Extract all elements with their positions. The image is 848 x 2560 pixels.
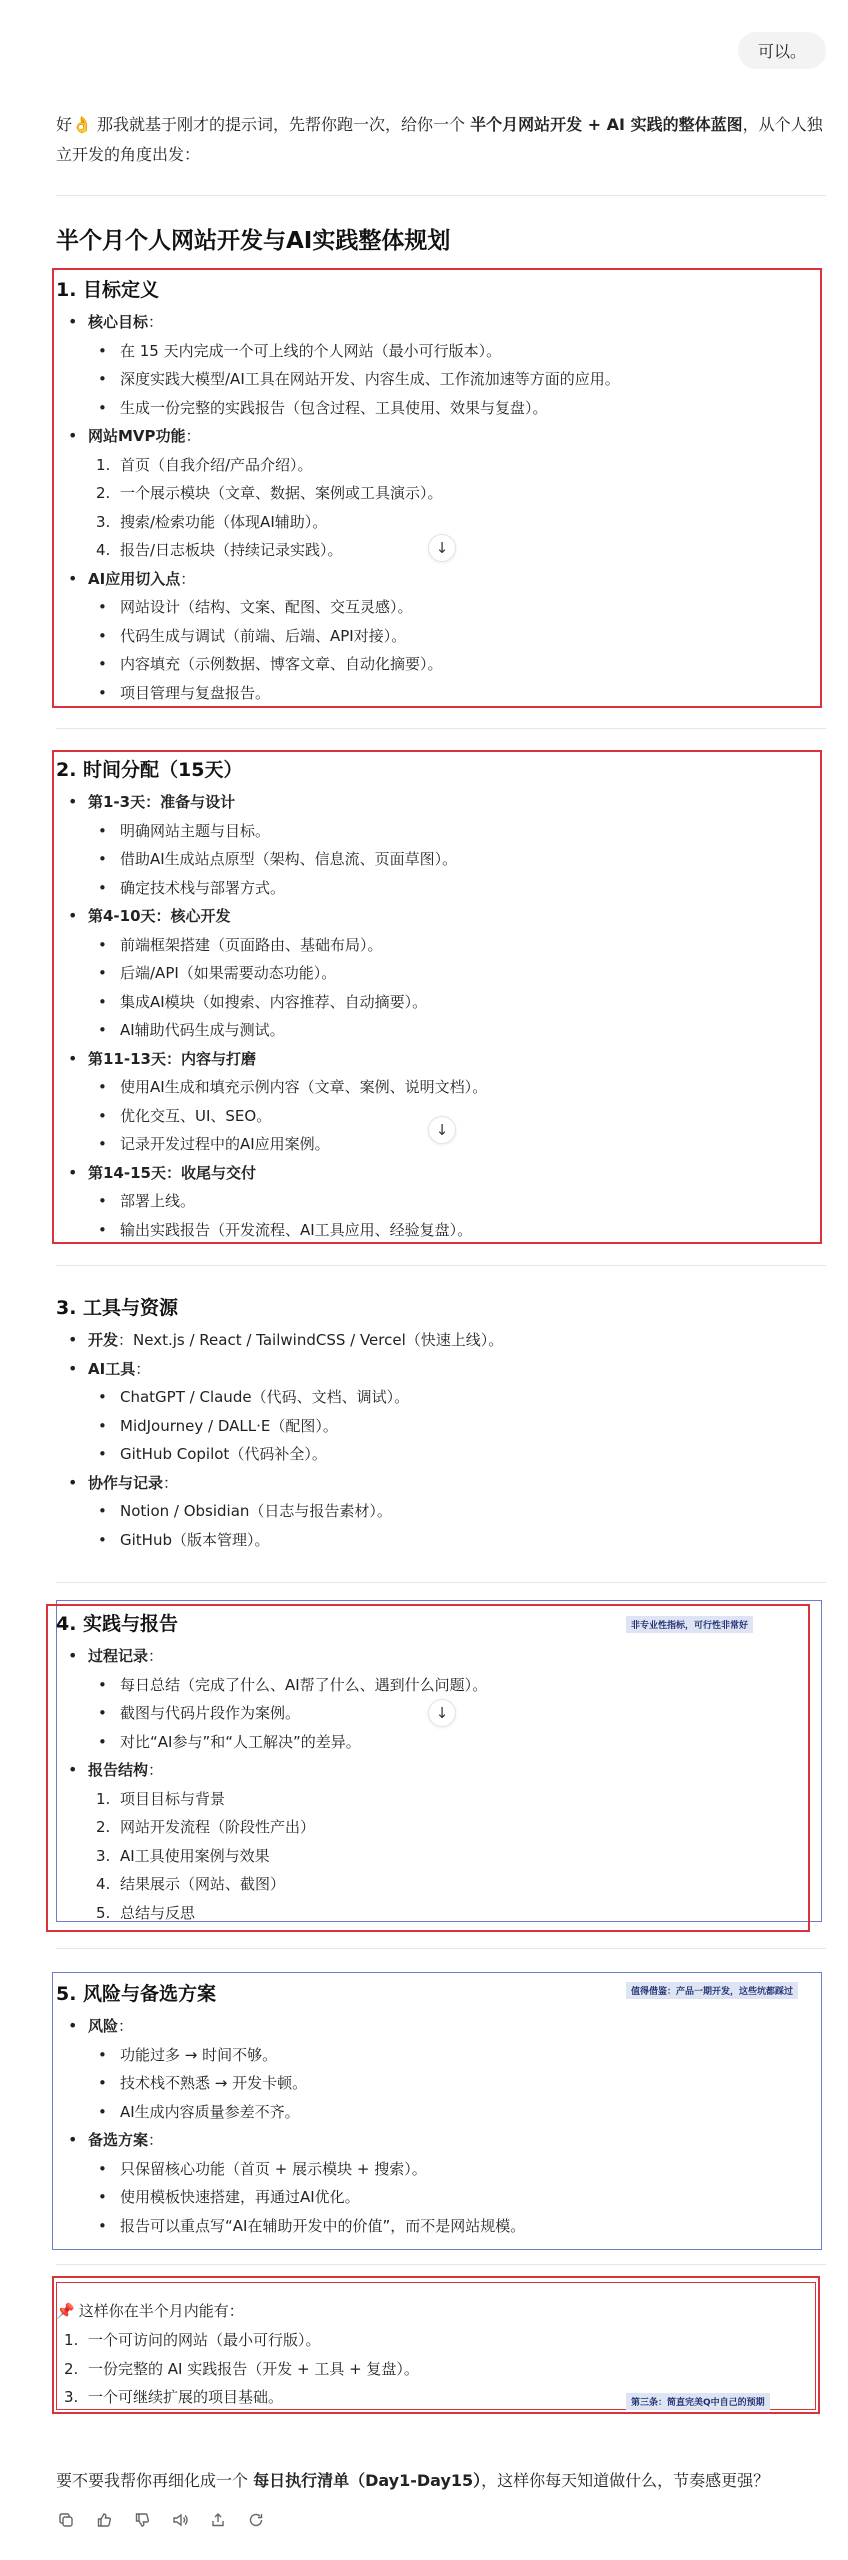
pushpin-icon: 📌	[56, 2302, 75, 2320]
section-risks	[56, 1980, 826, 2240]
divider	[56, 1582, 826, 1583]
list-item: • 输出实践报告（开发流程、AI工具应用、经验复盘）。	[88, 1216, 826, 1245]
list-item: • 深度实践大模型/AI工具在网站开发、内容生成、工作流加速等方面的应用。	[88, 365, 826, 394]
regenerate-icon[interactable]	[246, 2510, 266, 2530]
list-item: • 网站设计（结构、文案、配图、交互灵感）。	[88, 593, 826, 622]
page-title: 半个月个人网站开发与AI实践整体规划	[56, 228, 451, 254]
list-item: • 协作与记录： • Notion / Obsidian（日志与报告素材）。 • GitHub（版本管理）。	[56, 1469, 826, 1555]
list-item: • 第14-15天：收尾与交付 • 部署上线。 • 输出实践报告（开发流程、AI工具应用、经验复盘）。	[56, 1159, 826, 1245]
list-item: • 在 15 天内完成一个可上线的个人网站（最小可行版本）。	[88, 337, 826, 366]
annotation-note: 值得借鉴：产品一期开发，这些坑都踩过	[626, 1982, 798, 1999]
intro-prefix: 好👌 那我就基于刚才的提示词，先帮你跑一次，给你一个	[56, 115, 471, 134]
list-item: • 生成一份完整的实践报告（包含过程、工具使用、效果与复盘）。	[88, 394, 826, 423]
list-item: • AI应用切入点： • 网站设计（结构、文案、配图、交互灵感）。 • 代码生成与调试（前端、后端、API对接）。 • 内容填充（示例数据、博客文章、自动化摘要）。 • 项目管理与复盘报告。	[56, 565, 826, 708]
divider	[56, 728, 826, 729]
divider	[56, 1265, 826, 1266]
list-item: • 优化交互、UI、SEO。	[88, 1102, 826, 1131]
section-heading: 1. 目标定义	[56, 279, 160, 301]
copy-icon[interactable]	[56, 2510, 76, 2530]
thumbs-down-icon[interactable]	[132, 2510, 152, 2530]
list-item: • ChatGPT / Claude（代码、文档、调试）。	[88, 1383, 826, 1412]
section-tools	[56, 1294, 826, 1554]
list-item: • 每日总结（完成了什么、AI帮了什么、遇到什么问题）。	[88, 1671, 826, 1700]
list-item: 2. 一份完整的 AI 实践报告（开发 + 工具 + 复盘）。	[64, 2359, 419, 2378]
list-item: • 开发：Next.js / React / TailwindCSS / Vercel（快速上线）。	[56, 1326, 826, 1355]
list-item: • 核心目标： • 在 15 天内完成一个可上线的个人网站（最小可行版本）。 • 深度实践大模型/AI工具在网站开发、内容生成、工作流加速等方面的应用。 • 生成一份完整的实践报告（包含过程、工具使用、效果与复盘）。	[56, 308, 826, 422]
section-practice	[56, 1610, 826, 1927]
list-item: 1. 一个可访问的网站（最小可行版）。	[64, 2331, 321, 2349]
list-item: • 前端框架搭建（页面路由、基础布局）。	[88, 931, 826, 960]
section-heading: 5. 风险与备选方案	[56, 1983, 217, 2005]
list-item: • 集成AI模块（如搜索、内容推荐、自动摘要）。	[88, 988, 826, 1017]
speaker-icon[interactable]	[170, 2510, 190, 2530]
list-item: • 风险： • 功能过多 → 时间不够。 • 技术栈不熟悉 → 开发卡顿。 • AI生成内容质量参差不齐。	[56, 2012, 826, 2126]
list-item: • 记录开发过程中的AI应用案例。	[88, 1130, 826, 1159]
section-goals	[56, 276, 826, 707]
list-item: • 备选方案： • 只保留核心功能（首页 + 展示模块 + 搜索）。 • 使用模板快速搭建，再通过AI优化。 • 报告可以重点写“AI在辅助开发中的价值”，而不是网站规模。	[56, 2126, 826, 2240]
list-item: • 代码生成与调试（前端、后端、API对接）。	[88, 622, 826, 651]
user-message-bubble: 可以。	[738, 32, 826, 69]
section-heading: 2. 时间分配（15天）	[56, 759, 243, 781]
scroll-down-icon[interactable]: ↓	[428, 1699, 456, 1727]
summary-lead: 📌 这样你在半个月内能有：	[56, 2302, 244, 2320]
list-item: • 使用模板快速搭建，再通过AI优化。	[88, 2183, 826, 2212]
divider	[56, 1948, 826, 1949]
section-schedule	[56, 756, 826, 1244]
list-item: 2. 一个展示模块（文章、数据、案例或工具演示）。	[96, 484, 443, 502]
list-item: 3. AI工具使用案例与效果	[96, 1846, 270, 1865]
list-item: • 只保留核心功能（首页 + 展示模块 + 搜索）。	[88, 2155, 826, 2184]
list-item: 5. 总结与反思	[96, 1903, 196, 1922]
list-item: 2. 网站开发流程（阶段性产出）	[96, 1818, 316, 1836]
list-item: • 功能过多 → 时间不够。	[88, 2041, 826, 2070]
thumbs-up-icon[interactable]	[94, 2510, 114, 2530]
annotation-note: 非专业性指标，可行性非常好	[626, 1616, 753, 1633]
section-heading: 4. 实践与报告	[56, 1613, 179, 1635]
list-item: • 报告结构： 1. 项目目标与背景 2. 网站开发流程（阶段性产出） 3. AI工具使用案例与效果 4. 结果展示（网站、截图） 5. 总结与反思	[56, 1756, 826, 1927]
closing-question: 要不要我帮你再细化成一个 每日执行清单（Day1-Day15），这样你每天知道做什么，节奏感更强？	[56, 2471, 770, 2490]
list-item: • 内容填充（示例数据、博客文章、自动化摘要）。	[88, 650, 826, 679]
divider	[56, 195, 826, 196]
intro-suffix: ，从个人独立开发的角度出发：	[56, 115, 823, 164]
list-item: • 后端/API（如果需要动态功能）。	[88, 959, 826, 988]
list-item: • 对比“AI参与”和“人工解决”的差异。	[88, 1728, 826, 1757]
list-item: • 截图与代码片段作为案例。	[88, 1699, 826, 1728]
divider	[56, 2264, 826, 2265]
list-item: • MidJourney / DALL·E（配图）。	[88, 1412, 826, 1441]
list-item: • GitHub（版本管理）。	[88, 1526, 826, 1555]
list-item: 3. 一个可继续扩展的项目基础。	[64, 2388, 284, 2406]
list-item: • Notion / Obsidian（日志与报告素材）。	[88, 1497, 826, 1526]
annotation-note: 第三条：简直完美Q中自己的预期	[626, 2393, 770, 2410]
list-item: • 过程记录： • 每日总结（完成了什么、AI帮了什么、遇到什么问题）。 • 截图与代码片段作为案例。 • 对比“AI参与”和“人工解决”的差异。	[56, 1642, 826, 1756]
list-item: 4. 结果展示（网站、截图）	[96, 1875, 286, 1893]
intro-paragraph	[56, 110, 826, 170]
message-actions	[56, 2510, 266, 2530]
section-heading: 3. 工具与资源	[56, 1297, 179, 1319]
list-item: 1. 项目目标与背景	[96, 1789, 226, 1808]
list-item: • AI生成内容质量参差不齐。	[88, 2098, 826, 2127]
intro-bold: 半个月网站开发 + AI 实践的整体蓝图	[470, 115, 743, 134]
list-item: • 借助AI生成站点原型（架构、信息流、页面草图）。	[88, 845, 826, 874]
list-item: 4. 报告/日志板块（持续记录实践）。	[96, 541, 343, 559]
scroll-down-icon[interactable]: ↓	[428, 1116, 456, 1144]
list-item: • 第4-10天：核心开发 • 前端框架搭建（页面路由、基础布局）。 • 后端/API（如果需要动态功能）。 • 集成AI模块（如搜索、内容推荐、自动摘要）。 • AI辅助代码生成与测试。	[56, 902, 826, 1045]
list-item: • 报告可以重点写“AI在辅助开发中的价值”，而不是网站规模。	[88, 2212, 826, 2241]
list-item: 1. 首页（自我介绍/产品介绍）。	[96, 455, 313, 474]
list-item: • 第11-13天：内容与打磨 • 使用AI生成和填充示例内容（文章、案例、说明文档）。 • 优化交互、UI、SEO。 • 记录开发过程中的AI应用案例。	[56, 1045, 826, 1159]
list-item: • AI辅助代码生成与测试。	[88, 1016, 826, 1045]
list-item: 3. 搜索/检索功能（体现AI辅助）。	[96, 512, 328, 531]
list-item: • 技术栈不熟悉 → 开发卡顿。	[88, 2069, 826, 2098]
list-item: • 网站MVP功能： 1. 首页（自我介绍/产品介绍）。 2. 一个展示模块（文章、数据、案例或工具演示）。 3. 搜索/检索功能（体现AI辅助）。 4. 报告/日志板块（持续记录实践）。	[56, 422, 826, 565]
list-item: • 第1-3天：准备与设计 • 明确网站主题与目标。 • 借助AI生成站点原型（架构、信息流、页面草图）。 • 确定技术栈与部署方式。	[56, 788, 826, 902]
list-item: • 部署上线。	[88, 1187, 826, 1216]
list-item: • AI工具： • ChatGPT / Claude（代码、文档、调试）。 • MidJourney / DALL·E（配图）。 • GitHub Copilot（代码补全）。	[56, 1355, 826, 1469]
share-icon[interactable]	[208, 2510, 228, 2530]
list-item: • 项目管理与复盘报告。	[88, 679, 826, 708]
scroll-down-icon[interactable]: ↓	[428, 534, 456, 562]
list-item: • 确定技术栈与部署方式。	[88, 874, 826, 903]
list-item: • 明确网站主题与目标。	[88, 817, 826, 846]
list-item: • 使用AI生成和填充示例内容（文章、案例、说明文档）。	[88, 1073, 826, 1102]
list-item: • GitHub Copilot（代码补全）。	[88, 1440, 826, 1469]
